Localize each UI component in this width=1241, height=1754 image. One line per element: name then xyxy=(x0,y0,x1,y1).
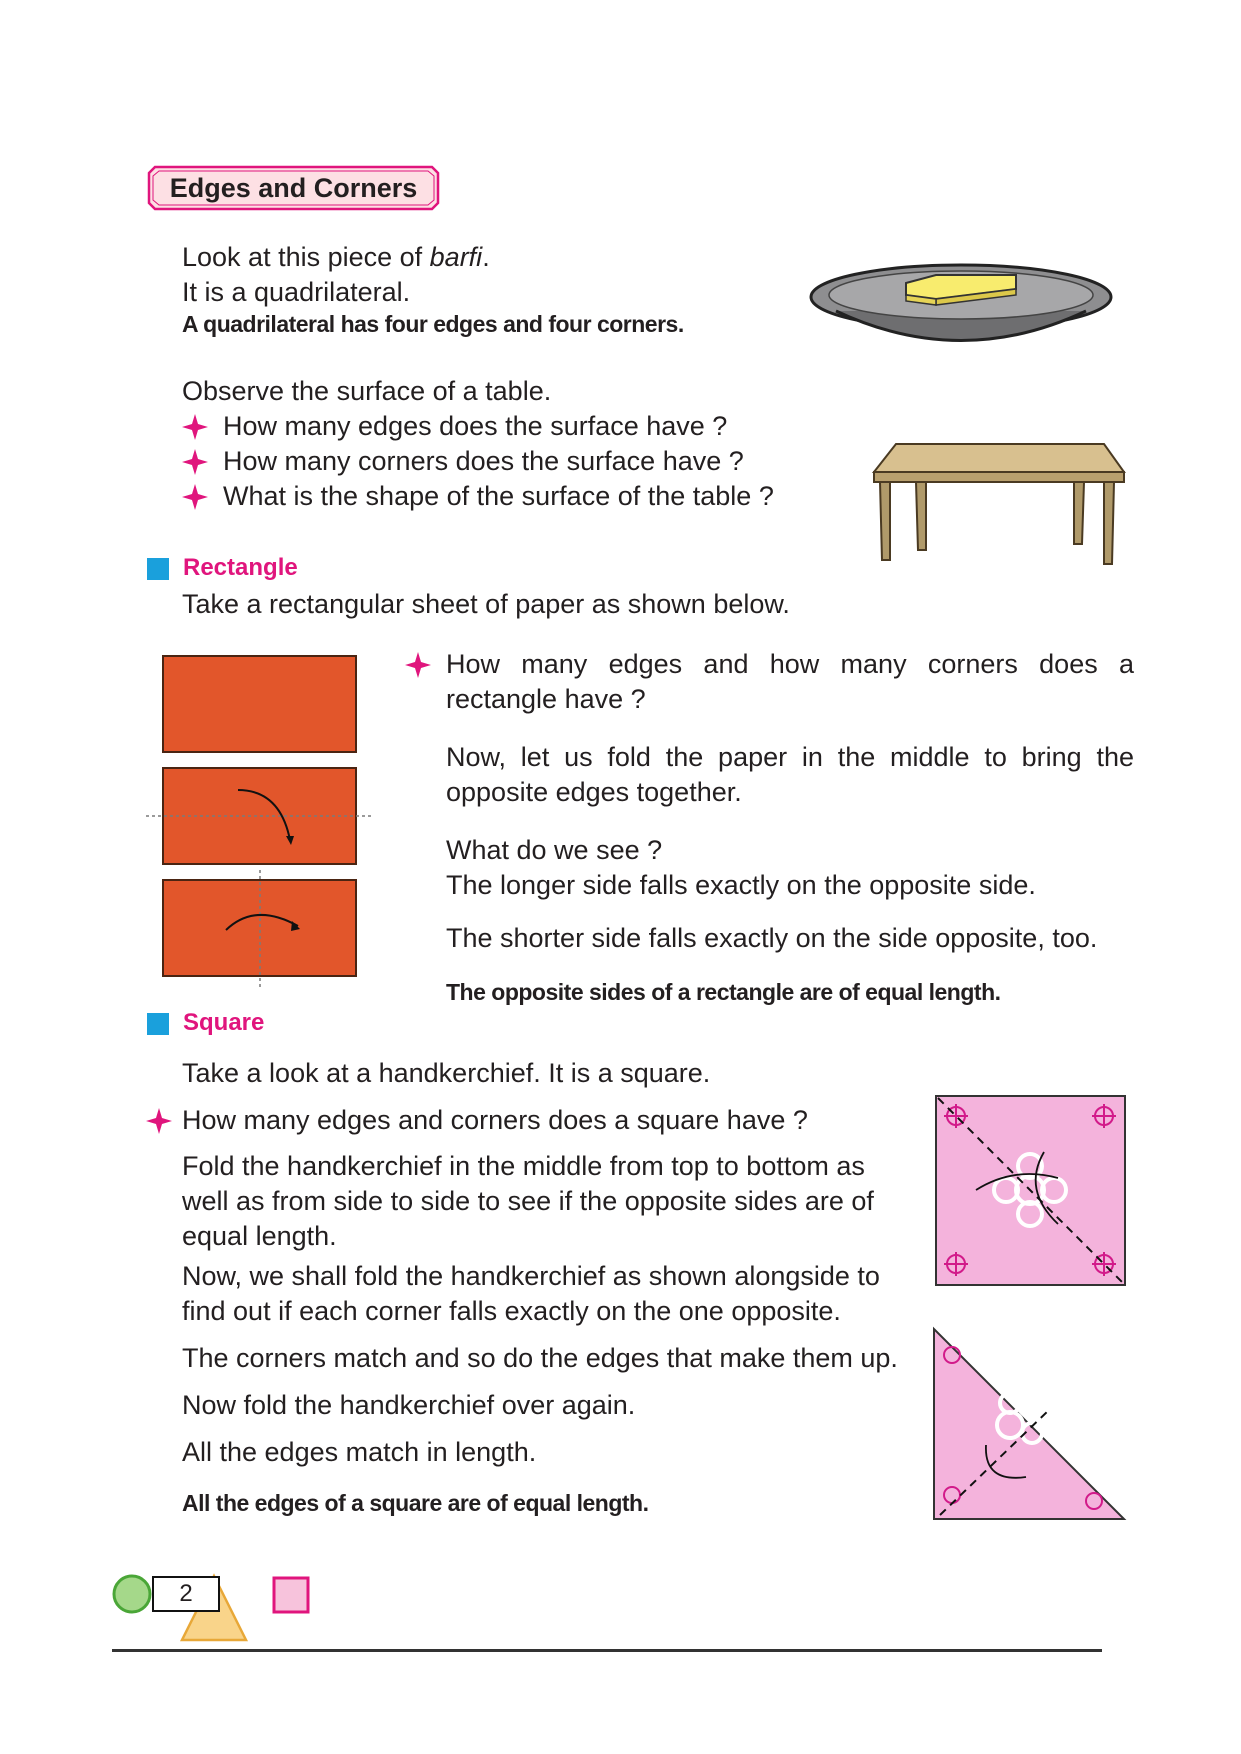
square-fold1-line3: equal length. xyxy=(182,1221,337,1251)
star-bullet-icon xyxy=(182,449,208,475)
footer-rule xyxy=(112,1649,1102,1652)
intro-line-1 xyxy=(182,240,490,275)
intro-period: . xyxy=(482,242,490,272)
rectangle-longer-side: The longer side falls exactly on the opposite side. xyxy=(446,870,1036,900)
square-bullet-icon xyxy=(147,558,169,580)
rectangle-see-question: What do we see ? xyxy=(446,835,663,865)
handkerchief-illustration xyxy=(934,1094,1127,1287)
rectangle-fold-text: Now, let us fold the paper in the middle to bring the opposite edges together. xyxy=(446,742,1134,807)
rectangle-fact: The opposite sides of a rectangle are of equal length. xyxy=(446,979,1001,1005)
square-heading: Square xyxy=(183,1009,265,1036)
star-bullet-icon xyxy=(182,414,208,440)
square-fold1-line2: well as from side to side to see if the opposite sides are of xyxy=(182,1186,874,1216)
section-title-box xyxy=(147,165,440,211)
square-fold2-line1: Now, we shall fold the handkerchief as shown alongside to xyxy=(182,1261,880,1291)
rectangle-instruction: Take a rectangular sheet of paper as shown below. xyxy=(182,589,790,619)
intro-text: Look at this piece of xyxy=(182,242,430,272)
rectangle-heading: Rectangle xyxy=(183,554,298,581)
star-bullet-icon xyxy=(405,652,431,678)
folded-handkerchief-illustration xyxy=(930,1325,1130,1525)
table-question-2: How many corners does the surface have ? xyxy=(223,446,744,476)
quadrilateral-fact: A quadrilateral has four edges and four corners. xyxy=(182,311,684,337)
star-bullet-icon xyxy=(146,1108,172,1134)
fold-lines-illustration xyxy=(140,640,380,995)
footer-shapes-icon xyxy=(110,1570,330,1646)
table-illustration xyxy=(868,440,1128,570)
square-question: How many edges and corners does a square have ? xyxy=(182,1105,808,1135)
square-fold2-line2: find out if each corner falls exactly on the one opposite. xyxy=(182,1296,841,1326)
square-intro: Take a look at a handkerchief. It is a square. xyxy=(182,1058,711,1088)
square-again: Now fold the handkerchief over again. xyxy=(182,1390,636,1420)
square-fact: All the edges of a square are of equal length. xyxy=(182,1490,649,1516)
square-bullet-icon xyxy=(147,1013,169,1035)
plate-barfi-illustration xyxy=(806,255,1118,347)
rectangle-question: How many edges and how many corners does a rectangle have ? xyxy=(446,649,1134,714)
table-question-1: How many edges does the surface have ? xyxy=(223,411,728,441)
square-corners: The corners match and so do the edges that make them up. xyxy=(182,1343,898,1373)
square-fold1-line1: Fold the handkerchief in the middle from top to bottom as xyxy=(182,1151,865,1181)
table-question-3: What is the shape of the surface of the table ? xyxy=(223,481,774,511)
page-number-box xyxy=(152,1576,220,1612)
barfi-word: barfi xyxy=(429,242,483,272)
section-title: Edges and Corners xyxy=(169,173,418,203)
star-bullet-icon xyxy=(182,484,208,510)
square-edges: All the edges match in length. xyxy=(182,1437,537,1467)
intro-line-2: It is a quadrilateral. xyxy=(182,277,411,307)
page-number: 2 xyxy=(179,1580,193,1607)
table-lead: Observe the surface of a table. xyxy=(182,376,552,406)
rectangle-shorter-side: The shorter side falls exactly on the side opposite, too. xyxy=(446,923,1098,953)
